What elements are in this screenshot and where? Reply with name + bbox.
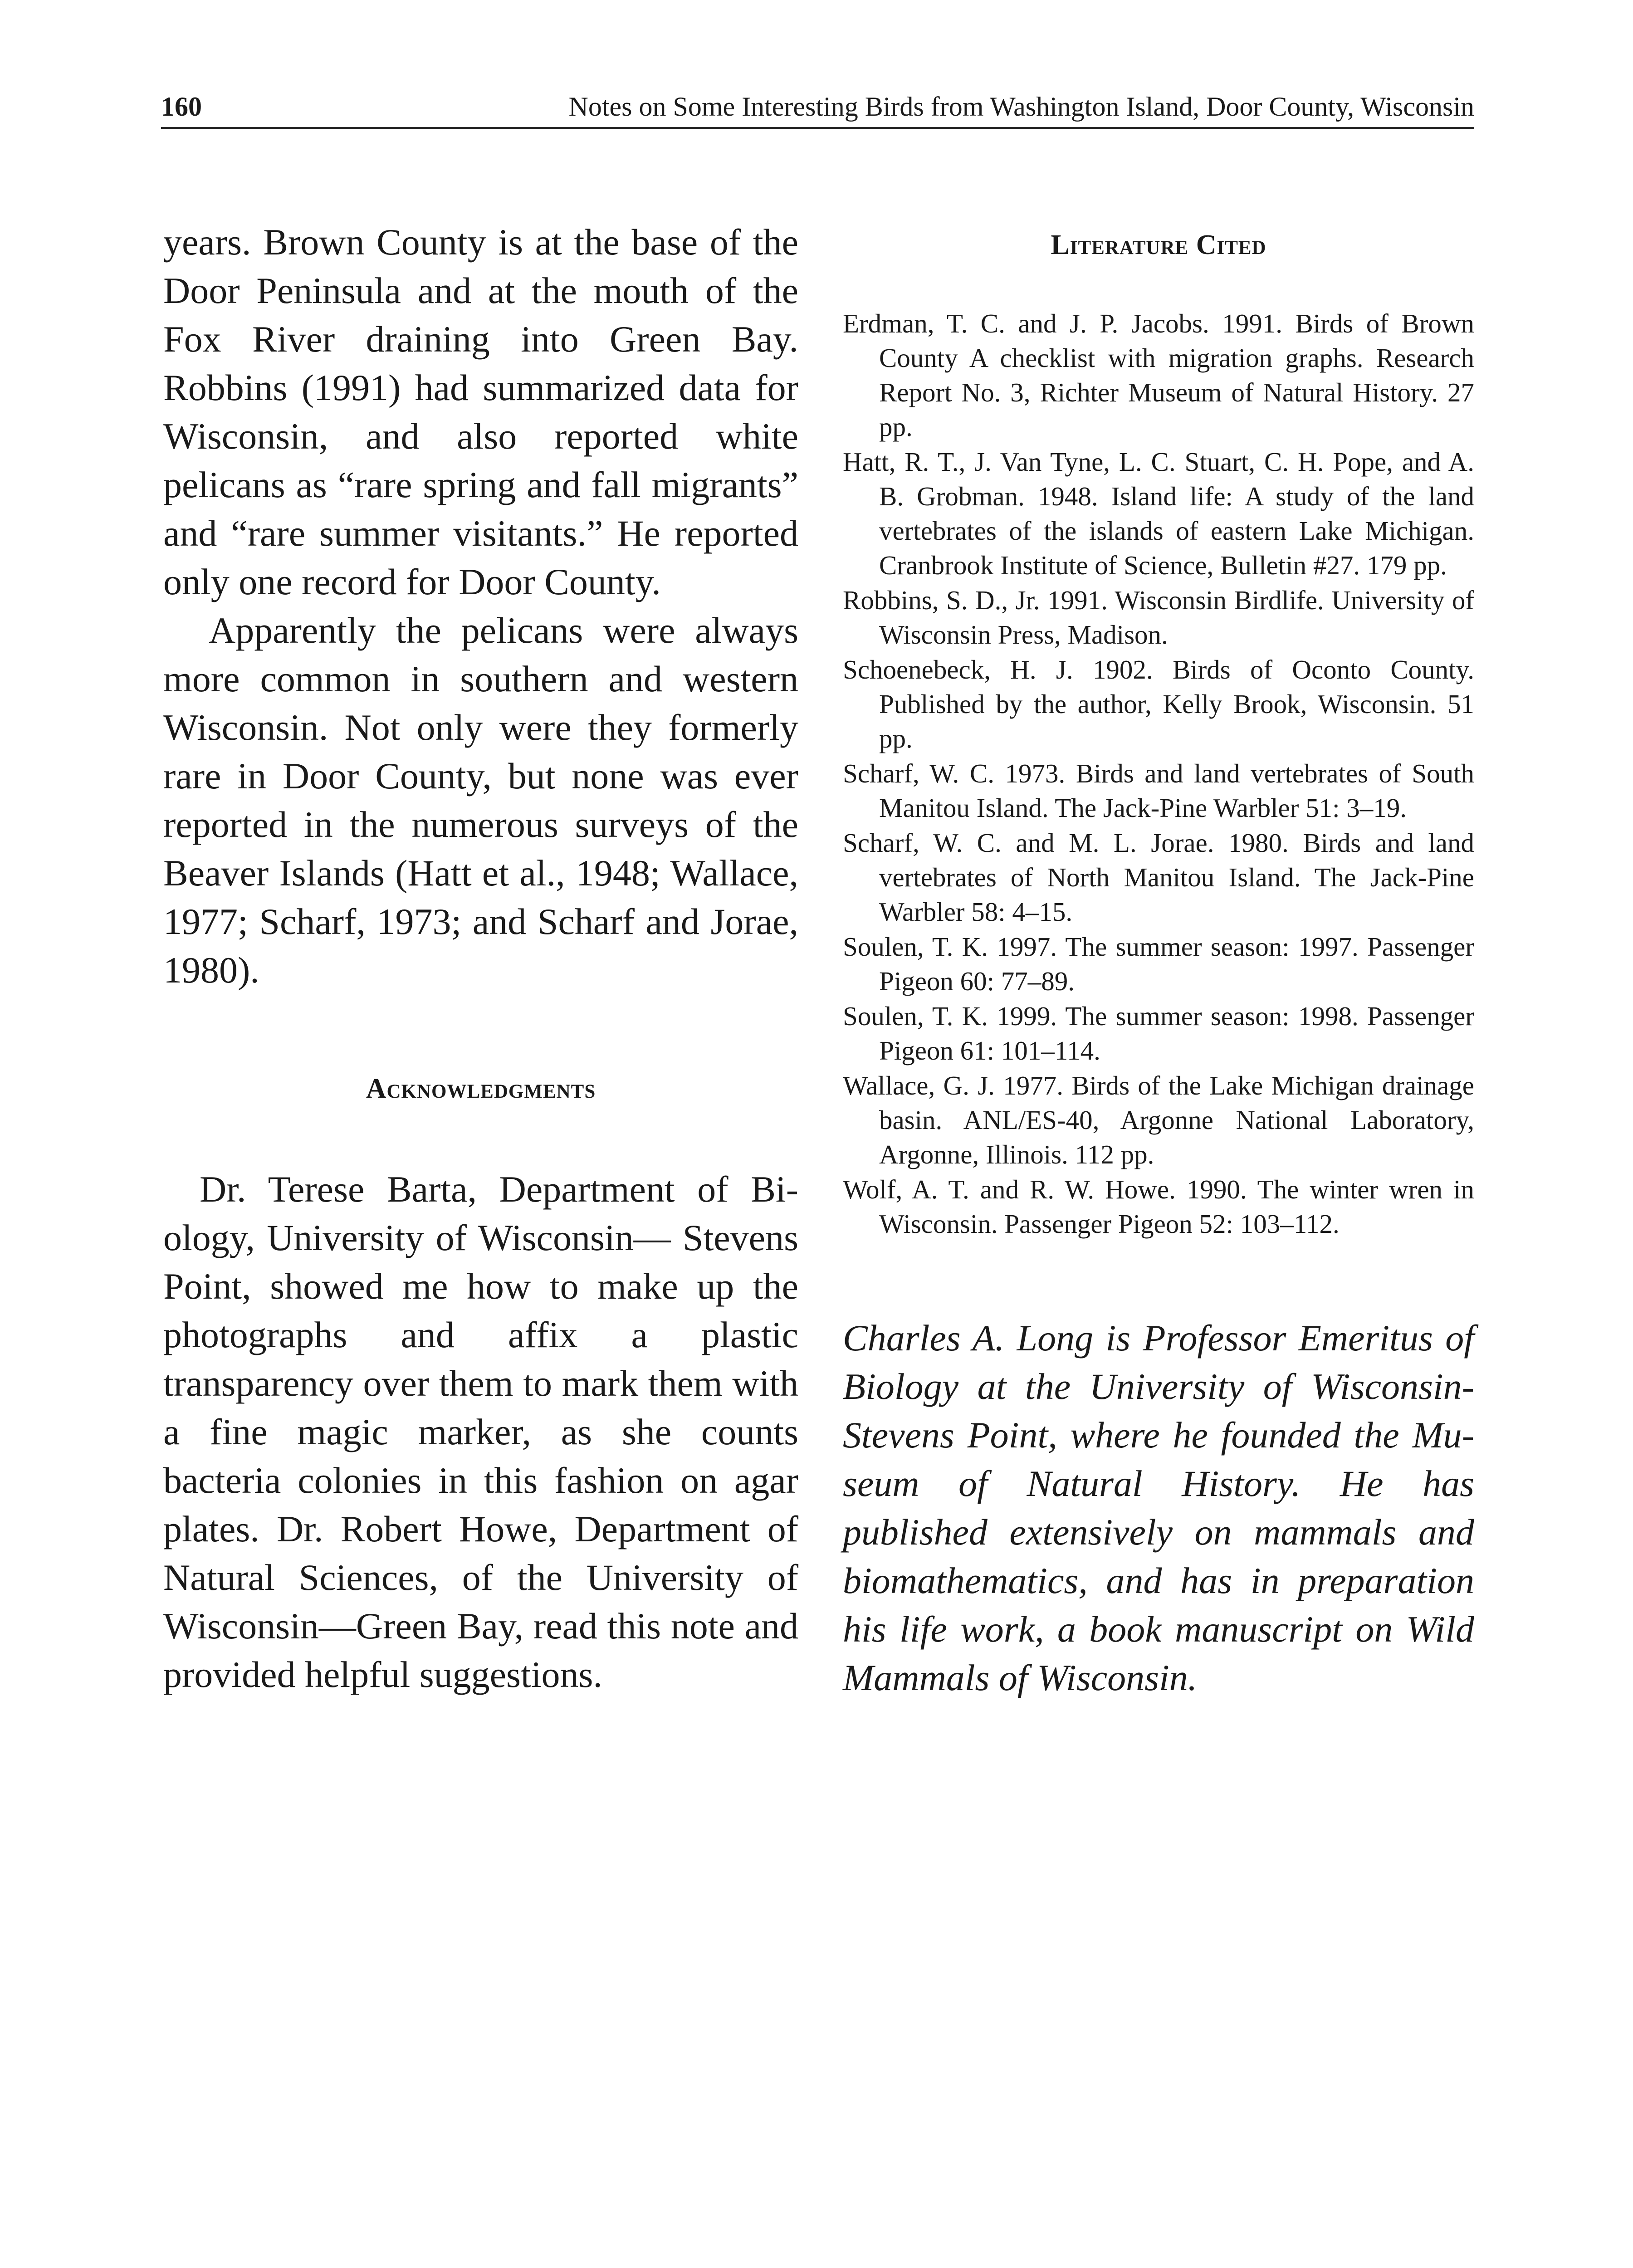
right-column [843, 218, 1474, 1702]
reference-item: Wallace, G. J. 1977. Birds of the Lake Michigan drainage basin. ANL/ES-40, Argonne National Laboratory, Argonne, Illinois. 112 pp. [843, 1070, 1474, 1169]
left-column [163, 218, 798, 1699]
literature-cited-heading: Literature Cited [1051, 230, 1266, 260]
reference-item: Wolf, A. T. and R. W. Howe. 1990. The winter wren in Wisconsin. Passenger Pigeon 52: 103–112. [843, 1174, 1474, 1239]
reference-item: Soulen, T. K. 1999. The summer season: 1998. Passenger Pigeon 61: 101–114. [843, 1001, 1474, 1066]
running-title: Notes on Some Interesting Birds from Washington Island, Door County, Wisconsin [568, 92, 1474, 122]
reference-item: Hatt, R. T., J. Van Tyne, L. C. Stuart, C. H. Pope, and A. B. Grobman. 1948. Island life: A study of the land vertebrates of the islands of eastern Lake Michigan. Cranbrook Institute of Science, Bulletin #27. 179 pp. [843, 447, 1474, 580]
body-paragraph-2: Apparently the pelicans were always more common in southern and western Wisconsin. Not only were they formerly rare in Door County, but none was ever reported in the numerous surveys of the Beaver Islands (Hatt et al., 1948; Wallace, 1977; Scharf, 1973; and Scharf and Jorae, 1980). [163, 610, 798, 991]
page-number: 160 [161, 92, 202, 122]
author-bio: Charles A. Long is Professor Emeritus of Biology at the University of Wisconsin-Stevens Point, where he founded the Museum of Natural History. He has published extensively on mammals and biomathematics, and has in preparation his life work, a book manuscript on Wild Mammals of Wisconsin. [843, 1317, 1474, 1698]
reference-item: Erdman, T. C. and J. P. Jacobs. 1991. Birds of Brown County A checklist with migration graphs. Research Report No. 3, Richter Museum of Natural History. 27 pp. [843, 308, 1474, 442]
reference-item: Scharf, W. C. 1973. Birds and land vertebrates of South Manitou Island. The Jack-Pine Warbler 51: 3–19. [843, 758, 1474, 823]
body-paragraph-1: years. Brown County is at the base of the Door Peninsula and at the mouth of the Fox River draining into Green Bay. Robbins (1991) had summarized data for Wisconsin, and also reported white pelicans as “rare spring and fall migrants” and “rare summer visitants.” He reported only one record for Door County. [163, 221, 798, 602]
acknowledgments-paragraph: Dr. Terese Barta, Department of Biology, University of Wisconsin— Stevens Point, showed me how to make up the photographs and affix a plastic transparency over them to mark them with a fine magic marker, as she counts bacteria colonies in this fashion on agar plates. Dr. Robert Howe, Department of Natural Sciences, of the University of Wisconsin—Green Bay, read this note and provided helpful suggestions. [163, 1168, 798, 1695]
reference-item: Robbins, S. D., Jr. 1991. Wisconsin Birdlife. University of Wisconsin Press, Madison. [843, 585, 1474, 650]
running-header [161, 86, 1474, 129]
reference-item: Scharf, W. C. and M. L. Jorae. 1980. Birds and land vertebrates of North Manitou Island. The Jack-Pine Warbler 58: 4–15. [843, 828, 1474, 927]
acknowledgments-heading: Acknowledgments [366, 1073, 596, 1104]
reference-list [843, 306, 1474, 1241]
reference-item: Soulen, T. K. 1997. The summer season: 1997. Passenger Pigeon 60: 77–89. [843, 932, 1474, 996]
reference-item: Schoenebeck, H. J. 1902. Birds of Oconto County. Published by the author, Kelly Brook, Wisconsin. 51 pp. [843, 655, 1474, 753]
